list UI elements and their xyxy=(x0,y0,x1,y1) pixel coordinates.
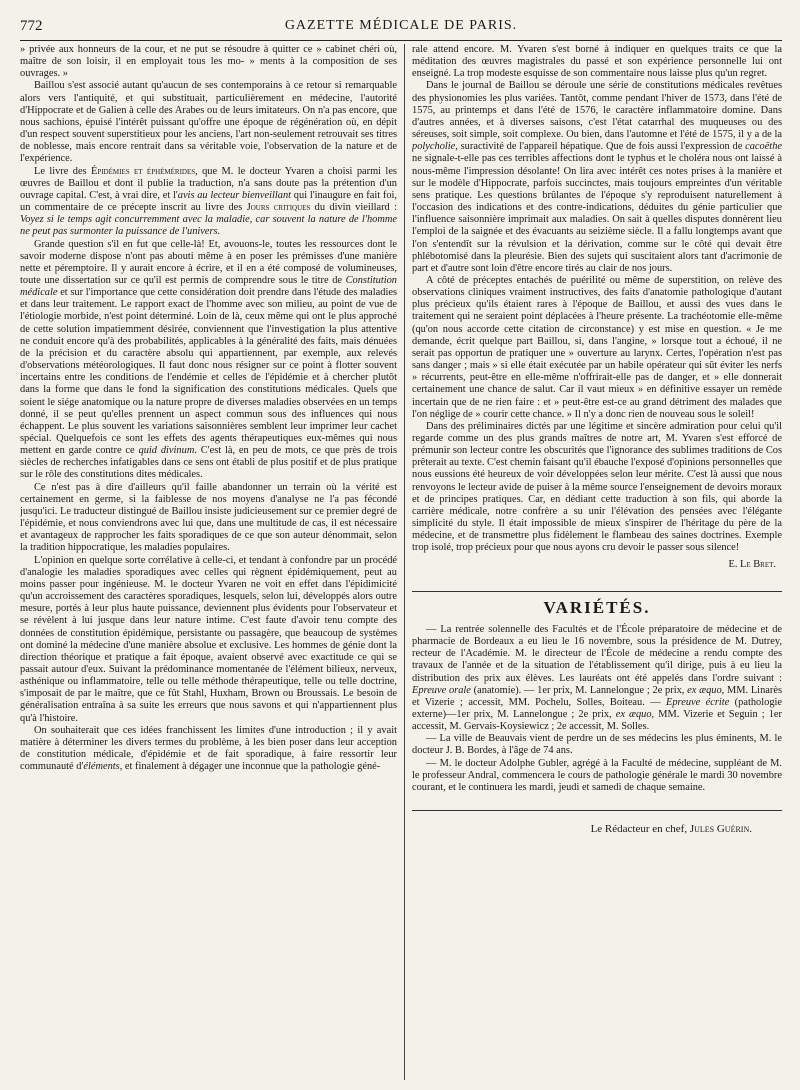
italic-run: Constitution médicale xyxy=(20,274,397,299)
footer-divider xyxy=(412,810,782,811)
book-title: Épidémies et éphémérides xyxy=(90,165,196,177)
quotation: Voyez si le temps agit concurremment avec la maladie, car souvent la nature de l'homme ne peut pas surmonter la puissance de l'univers. xyxy=(20,214,397,238)
text-run: , et finalement à dégager une inconnue que la pathologie géné- xyxy=(119,761,381,773)
italic-run: avis au lecteur bienveillant xyxy=(177,189,292,201)
news-item xyxy=(412,624,782,733)
text-run: (anatomie). — 1er prix, M. Lannelongue ; 2e prix, xyxy=(470,684,688,696)
running-title: GAZETTE MÉDICALE DE PARIS. xyxy=(284,18,518,33)
editor-name: Jules Guérin. xyxy=(689,823,752,836)
italic-run: Epreuve écrite xyxy=(666,696,730,708)
author-signature: E. Le Bret. xyxy=(728,558,776,570)
text-run: , MM. Linarès et Vizerie ; accessit, MM. Pochelu, Solles, Boiteau. — xyxy=(412,684,782,708)
text-run: du divin vieillard : xyxy=(310,202,397,214)
italic-run: polycholie xyxy=(412,141,456,153)
paragraph: Dans des préliminaires dictés par une légitime et sincère admiration pour celui qu'il regarde comme un des plus grands maîtres de notre art, M. Yvaren s'est efforcé de prémunir son lecteur contre les obscurités que l'ignorance des sublimes traditions de Cos prêterait au texte. C'est chemin faisant qu'il ébauche l'exposé d'opinions personnelles que nous eussions été heureux de voir développées selon leur mérite. C'est là aussi que nous renvoyons le lecteur avide de puiser à la même source l'enseignement de devoirs moraux et de principes pratiques. Car, en dédiant cette traduction à son fils, qui aborde la carrière médicale, notre confrère a su unir l'élévation des pensées avec l'élégante simplicité du style. Il était impossible de mieux s'inspirer de l'héritage du père de la médecine, et de transmettre plus fidèlement le flambeau des saines doctrines. Exemple trop isolé, trop précieux pour que nous ayons cru devoir le passer sous silence! xyxy=(412,420,782,554)
text-run: (pathologie externe)—1er prix, M. Lannelongue ; 2e prix, xyxy=(412,696,782,720)
italic-run: ex æquo xyxy=(615,708,652,720)
section-divider xyxy=(412,591,782,592)
paragraph xyxy=(20,166,397,239)
text-run: ne signale-t-elle pas ces terribles affections dont le typhus et le choléra nous ont laissé à nous-même l'impression désolante! On lira avec intérêt ces notes prises à la manière et sur le modèle d'Hippocrate, parfois succinctes, mais toujours empreintes d'un véritable sens pratique. Les questions brûlantes de l'époque s'y reproduisent naturellement à l'occasion des indications et des contre-indications, déduites du génie particulier que l'influence saisonnière imprimait aux maladies. On sait à quelles disputes donnèrent lieu l'emploi de la saignée et des évacuants au seizième siècle. Il a fallu longtemps avant que l'on s'entendît sur la révulsion et la dérivation, comme sur le côté qui devait être phlébotomisé dans la pleurésie. Bien des sujets qui suscitaient alors tant d'acrimonie de part et d'autre sont loin d'être encore tirés au clair de nos jours. xyxy=(412,153,782,274)
column-divider xyxy=(404,44,405,1080)
book-title: Jours critiques xyxy=(246,202,311,214)
page-header xyxy=(20,18,782,41)
section-title: VARIÉTÉS. xyxy=(543,597,651,617)
text-run: Grande question s'il en fut que celle-là! Et, avouons-le, toutes les ressources dont le savoir moderne dispose n'ont pas abouti même à en poser les prémisses d'une manière nette et péremptoire. Il y aurait encore à écrire, et il en a été composé de volumineuses, toute une dissertation sur ce qu'il est permis de comprendre sous le titre de xyxy=(20,238,397,286)
italic-run: ex æquo xyxy=(687,684,722,696)
right-column xyxy=(412,44,782,1084)
text-run: , suractivité de l'appareil hépatique. Que de fois aussi l'expression de xyxy=(455,141,746,153)
paragraph xyxy=(20,239,397,482)
page-number: 772 xyxy=(20,18,43,34)
italic-run: éléments xyxy=(83,761,120,773)
text-run: On souhaiterait que ces idées franchissent les limites d'une introduction ; il y avait matière à déterminer les divers termes du problème, à les bien poser dans leur acception de constitution médicale, d'épidémie et de fait sporadique, à faire ressortir leur communauté d' xyxy=(20,724,397,773)
news-item: — M. le docteur Adolphe Gubler, agrégé à la Faculté de médecine, suppléant de M. le professeur Andral, commencera le cours de pathologie générale le mardi 30 novembre courant, et le continuera les mardi, jeudi et samedi de chaque semaine. xyxy=(412,757,782,793)
text-run: et sur l'importance que cette considération doit prendre dans l'étude des maladies et dans leur traitement. Le rapport exact de l'homme avec son milieu, au point de vue de l'étiologie morbide, n'est point déterminé. Loin de là, ceux même qui ont le plus approché de cette solution impatiemment désirée, conviennent que l'investigation la plus attentive ne conduit encore qu'à des probabilités, applicables à la généralité des faits, mais dénuées de la précision et du caractère absolu qui appartiennent, par exemple, aux relevés d'observations météorologiques. Il faut donc nous résigner sur ce point à flotter souvent incertains entre les conditions de l'endémie et celles de l'épidémie et à chercher plutôt dans la forme que dans le fond la signification des constitutions médicales. Quels que soient le siége anatomique ou la nature propre de diverses maladies observées en un temps donné, il se peut qu'elles prennent un aspect commun sous des influences qui nous échappent. Le plus souvent les variations saisonnières semblent leur imprimer leur cachet spécial. Quelquefois ce sont les effets des agents thérapeutiques eux-mêmes qui nous mettent en garde contre ce xyxy=(20,287,397,457)
text-run: . C'est là, en peu de mots, ce que près de trois siècles de recherches infatigables dans ce sens ont établi de plus positif et de plus pratique sur le rôle des constitutions dites médicales. xyxy=(20,445,397,481)
paragraph: A côté de préceptes entachés de puérilité ou même de superstition, on relève des observations cliniques vraiment instructives, des faits d'anatomie pathologique d'autant plus précieux qu'ils étaient rares à l'époque de Baillou, et aussi des vues dans le traitement qui ne seraient point déplacées à l'heure présente. La trachéotomie elle-même (qu'on nous accorde cette citation de circonstance) y est mise en question. « Je me demande, écrit quelque part Baillou, si, dans l'angine, » lorsque tout a échoué, il ne serait pas opportun de pratiquer une » ouverture au larynx. Certes, l'opération n'est pas sans danger ; mais » si elle était exécutée par un habile opérateur qui sût éviter les nerfs » récurrents, peut-être en elle-même n'offrirait-elle pas de danger, et » elle donnerait certainement une chance de salut. Car il vaut mieux » en définitive essayer un remède incertain que de ne rien faire : et » peut-être est-ce au grand détriment des malades que l'on néglige de » courir cette chance. » Il n'y a donc rien de nouveau sous le soleil! xyxy=(412,274,782,420)
text-run: , MM. Vizerie et Seguin ; 1er accessit, M. Gervais-Koysiewicz ; 2e accessit, M. Solles. xyxy=(412,708,782,733)
text-run: , que M. le docteur Yvaren a choisi parmi les œuvres de Baillou et dont il publie la traduction, n'a sans doute pas la prétention d'un ouvrage capital. C'est, à vrai dire, et l' xyxy=(20,165,397,201)
italic-run: cacoëthe xyxy=(745,141,782,153)
paragraph: rale attend encore. M. Yvaren s'est borné à indiquer en quelques traits ce que la méditation des œuvres magistrales du passé et son expérience personnelle lui ont enseigné. La trop modeste esquisse de son commentaire nous laisse plus qu'un regret. xyxy=(412,44,782,80)
left-column xyxy=(20,44,397,1084)
news-item: — La ville de Beauvais vient de perdre un de ses médecins les plus éminents, M. le docteur J. B. Bordes, à l'âge de 74 ans. xyxy=(412,733,782,757)
paragraph xyxy=(412,80,782,275)
paragraph: Baillou s'est associé autant qu'aucun de ses contemporains à ce retour si remarquable alors vers l'antiquité, et qui substituait, particulièrement en médecine, l'autorité d'Hippocrate et de Galien à celle des Arabes ou de leurs imitateurs. On n'a pas encore, que nous sachions, épuisé l'intérêt puissant qu'offre une époque de régénération où, en dépit d'un respect souvent superstitieux pour les anciens, l'art non-seulement retrouvait ses titres de noblesse, mais encore rentrait dans sa véritable voie, l'observation de la nature et de l'expérience. xyxy=(20,80,397,165)
editor-credit xyxy=(412,823,752,835)
paragraph: L'opinion en quelque sorte corrélative à celle-ci, et tendant à confondre par un procédé d'analogie les maladies sporadiques avec celles qui règnent épidémiquement, peut au moins passer pour ingénieuse. M. le docteur Yvaren ne voit en effet dans l'épidimicité qu'un accroissement des caractères sporadiques, lesquels, selon lui, développés alors outre mesure, portés à leur plus haute puissance, deviennent plus évidents pour l'observateur et se révèlent à lui jusque dans leur nature intime. C'est faute d'avoir tenu compte des données de constitution épidémique, persistante ou passagère, que beaucoup de systèmes ont dominé la médecine d'une manière absolue et exclusive. Les hommes de génie dont la direction théorique et pratique a fait époque, avaient observé avec exactitude ce qui se passait autour d'eux. Suivant la prédominance momentanée de l'élément bilieux, nerveux, asthénique ou inflammatoire, telle ou telle méthode thérapeutique, telle ou telle doctrine, s'imposait de par le maître, que ce fût Stahl, Huxham, Brown ou Broussais. Le besoin de généralisation entraîna à sa suite les erreurs que nous savons et qui n'appartiennent plus qu'à l'histoire. xyxy=(20,554,397,724)
text-run: — La rentrée solennelle des Facultés et de l'École préparatoire de médecine et de pharmacie de Bordeaux a eu lieu le 16 novembre, sous la présidence de M. Dutrey, recteur de l'Académie. M. le directeur de l'École de médecine a rendu compte des travaux de l'année et de la situation de l'établissement qu'il dirige, puis à eu lieu la distribution des prix aux élèves. Les lauréats ont été appelés dans l'ordre suivant : xyxy=(412,623,782,684)
text-run: Le Rédacteur en chef, xyxy=(590,823,690,836)
italic-run: Epreuve orale xyxy=(412,684,471,696)
paragraph xyxy=(20,725,397,774)
paragraph: Ce n'est pas à dire d'ailleurs qu'il faille abandonner un terrain où la vérité est certainement en germe, si la faiblesse de nos moyens d'analyse ne l'a pas fécondé jusqu'ici. Le traducteur distingué de Baillou insiste judicieusement sur ce premier degré de l'épidémie, et nous conviendrons avec lui que, dans une multitude de cas, il est nécessaire et avantageux de rapprocher les faits sporadiques de ce que son auteur dénommait, selon la tradition hippocratique, les maladies populaires. xyxy=(20,481,397,554)
paragraph: » privée aux honneurs de la cour, et ne put se résoudre à quitter ce » cabinet chéri où, maître de son loisir, il en employait tous les mo- » ments à la composition de ses ouvrages. » xyxy=(20,44,397,80)
italic-run: quid divinum xyxy=(138,445,195,457)
text-run: Le livre des xyxy=(34,165,91,177)
text-run: Dans le journal de Baillou se déroule une série de constitutions médicales revêtues des physionomies les plus variées. Tantôt, comme pendant l'hiver de 1573, dans l'été de 1575, au printemps et dans l'été de 1576, le caractère inflammatoire domine. Dans d'autres années, et à diverses saisons, c'est l'état catarrhal des muqueuses ou des séreuses, soit simple, soit complexe. Ou bien, dans l'automne et l'été de 1575, il y a de la xyxy=(412,80,782,141)
text-run: qui l'inaugure en fait foi, un commentaire de ce précepte inscrit au livre des xyxy=(20,189,397,214)
